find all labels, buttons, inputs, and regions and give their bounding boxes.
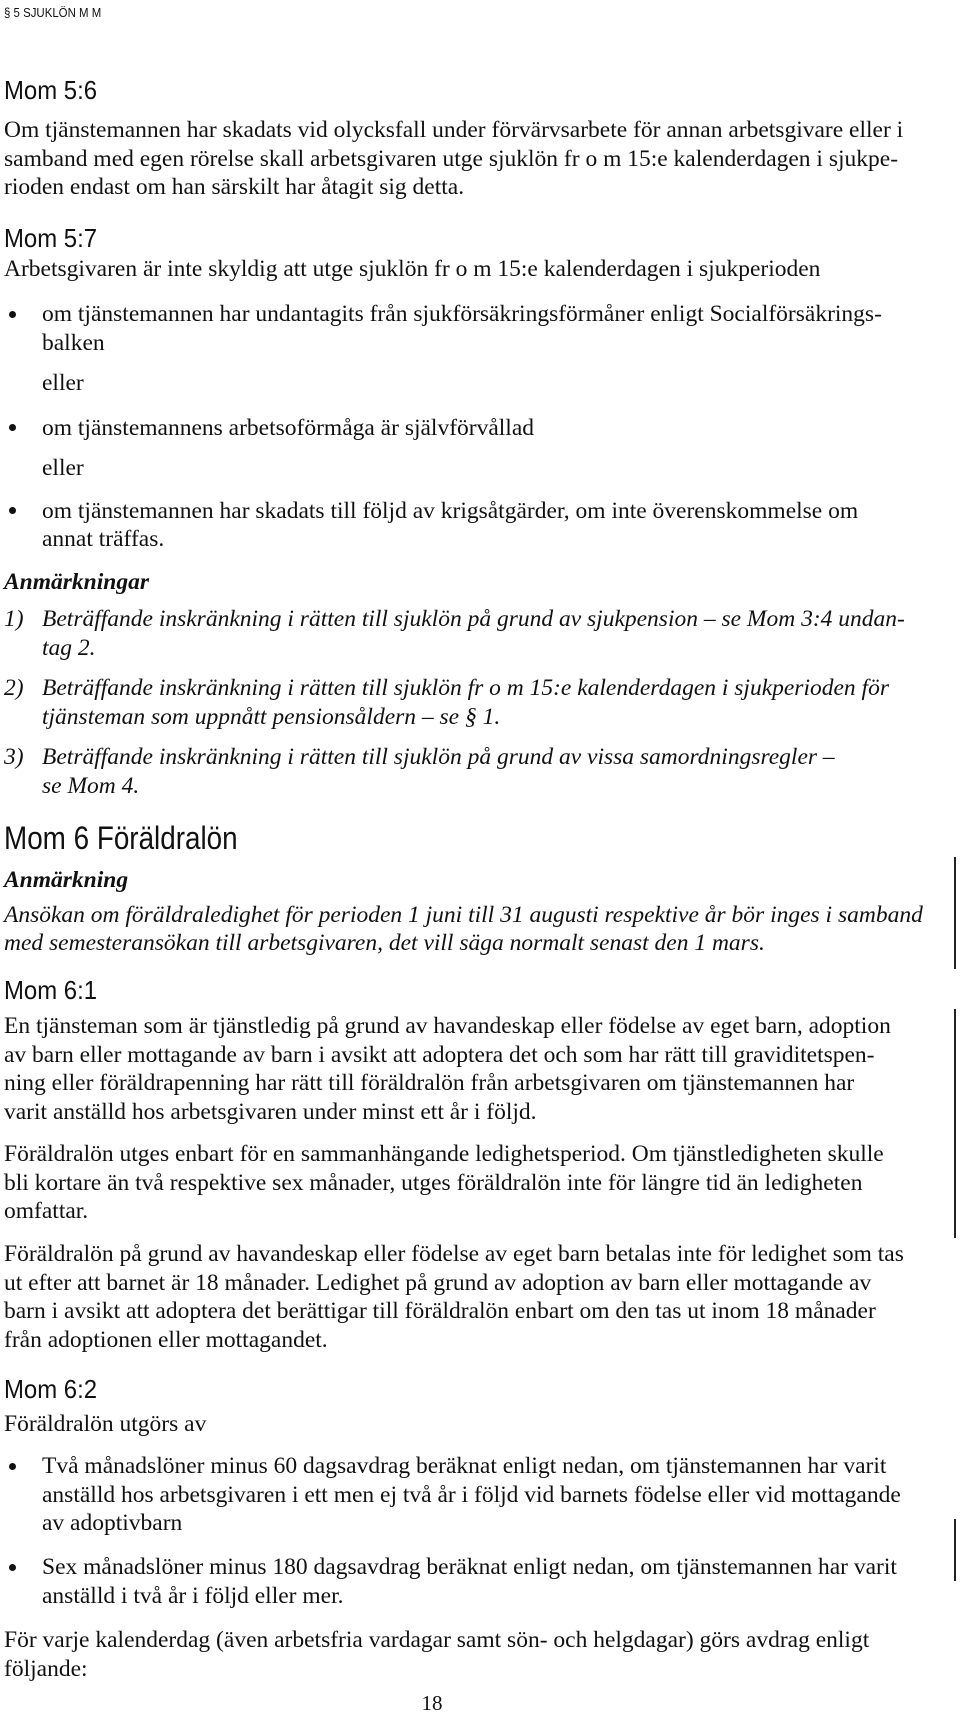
text-line: anställd i två år i följd eller mer. xyxy=(42,1582,344,1609)
note-number: 2) xyxy=(4,675,24,701)
text-line: rioden endast om han särskilt har åtagit sig detta. xyxy=(4,174,465,200)
text-line: Föräldralön utgörs av xyxy=(4,1411,207,1437)
heading-mom-6-2 xyxy=(4,1373,956,1405)
text-line: eller xyxy=(42,455,84,481)
note-item xyxy=(4,674,956,731)
text-line: av adoptivbarn xyxy=(42,1510,183,1536)
bullet-item xyxy=(4,300,956,357)
text-line: från adoptionen eller mottagandet. xyxy=(4,1326,328,1353)
heading-text: Mom 5:7 xyxy=(4,223,98,253)
text-line: Föräldralön på grund av havandeskap eller födelse av eget barn betalas inte för ledighet som tas xyxy=(4,1241,904,1267)
connector-text xyxy=(4,454,956,483)
text-line: tjänsteman som uppnått pensionsåldern – se § 1. xyxy=(42,703,501,730)
bullet-item xyxy=(4,1553,956,1610)
paragraph xyxy=(4,1240,956,1354)
heading-text: Mom 6:2 xyxy=(4,1374,98,1404)
revision-bar xyxy=(954,1519,956,1581)
bullet-icon xyxy=(9,507,16,514)
bullet-icon xyxy=(9,311,16,318)
text-line: För varje kalenderdag (även arbetsfria vardagar samt sön- och helgdagar) görs avdrag enligt xyxy=(4,1627,870,1653)
running-header-text: § 5 SJUKLÖN M M xyxy=(4,5,102,20)
paragraph xyxy=(4,1626,956,1683)
section-anmarkningar xyxy=(4,568,956,801)
note-number: 1) xyxy=(4,606,24,632)
text-line: ut efter att barnet är 18 månader. Ledighet på grund av adoption av barn eller mottagande av xyxy=(4,1269,872,1296)
heading-text: Mom 6:1 xyxy=(4,975,98,1005)
text-line: bli kortare än två respektive sex månader, utges föräldralön inte för längre tid än ledigheten xyxy=(4,1169,863,1196)
text-line: Beträffande inskränkning i rätten till sjuklön på grund av sjukpension – se Mom 3:4 undan- xyxy=(42,606,905,632)
text-line: Anmärkning xyxy=(4,867,129,893)
section-mom-5-7 xyxy=(4,222,956,554)
text-line: om tjänstemannen har skadats till följd av krigsåtgärder, om inte överenskommelse om xyxy=(42,497,859,524)
note-item xyxy=(4,743,956,800)
document-page xyxy=(4,0,956,1683)
text-line: om tjänstemannen har undantagits från sjukförsäkringsförmåner enligt Socialförsäkrings- xyxy=(42,301,882,327)
bullet-item xyxy=(4,1452,956,1538)
running-header xyxy=(4,5,956,21)
text-line: samband med egen rörelse skall arbetsgivaren utge sjuklön fr o m 15:e kalenderdagen i sjukpe- xyxy=(4,145,899,172)
text-line: En tjänsteman som är tjänstledig på grund av havandeskap eller födelse av eget barn, adoption xyxy=(4,1013,891,1039)
text-line: barn i avsikt att adoptera det berättigar till föräldralön enbart om den tas ut inom 18 månader xyxy=(4,1298,876,1324)
text-line: Två månadslöner minus 60 dagsavdrag beräknat enligt nedan, om tjänstemannen har varit xyxy=(42,1453,887,1479)
page-number: 18 xyxy=(421,1691,443,1715)
note-heading xyxy=(4,866,956,895)
text-line: balken xyxy=(42,329,105,356)
section-mom-6 xyxy=(4,820,956,958)
note-paragraph xyxy=(4,901,956,958)
revision-bar xyxy=(954,857,956,969)
bullet-icon xyxy=(9,1463,16,1470)
text-line: Anmärkningar xyxy=(4,568,149,595)
heading-mom-6 xyxy=(4,820,956,856)
bullet-icon xyxy=(9,424,16,431)
text-line: annat träffas. xyxy=(42,526,165,552)
heading-mom-5-6 xyxy=(4,74,956,106)
text-line: Sex månadslöner minus 180 dagsavdrag beräknat enligt nedan, om tjänstemannen har varit xyxy=(42,1554,897,1580)
text-line: Om tjänstemannen har skadats vid olycksfall under förvärvsarbete för annan arbetsgivare eller i xyxy=(4,117,904,143)
notes-heading xyxy=(4,568,956,597)
bullet-item xyxy=(4,414,956,443)
section-mom-6-2 xyxy=(4,1373,956,1683)
text-line: anställd hos arbetsgivaren i ett men ej två år i följd vid barnets födelse eller vid mottagande xyxy=(42,1481,901,1508)
text-line: Beträffande inskränkning i rätten till sjuklön fr o m 15:e kalenderdagen i sjukperioden för xyxy=(42,675,889,701)
section-mom-5-6 xyxy=(4,74,956,202)
note-number: 3) xyxy=(4,744,24,770)
heading-mom-6-1 xyxy=(4,974,956,1006)
text-line: med semesteransökan till arbetsgivaren, det vill säga normalt senast den 1 mars. xyxy=(4,930,765,956)
paragraph xyxy=(4,116,956,202)
section-mom-6-1 xyxy=(4,974,956,1354)
text-line: tag 2. xyxy=(42,634,96,661)
text-line: av barn eller mottagande av barn i avsikt att adoptera det och som har rätt till graviditetspen- xyxy=(4,1041,875,1068)
heading-mom-5-7 xyxy=(4,222,956,254)
text-line: omfattar. xyxy=(4,1198,89,1224)
paragraph xyxy=(4,1410,956,1439)
paragraph xyxy=(4,1012,956,1126)
text-line: Ansökan om föräldraledighet för perioden 1 juni till 31 augusti respektive år bör inges i samband xyxy=(4,901,923,928)
text-line: följande: xyxy=(4,1655,88,1682)
text-line: Beträffande inskränkning i rätten till sjuklön på grund av vissa samordningsregler – xyxy=(42,744,835,770)
heading-text: Mom 5:6 xyxy=(4,75,98,105)
text-line: Föräldralön utges enbart för en sammanhängande ledighetsperiod. Om tjänstledigheten skulle xyxy=(4,1141,884,1167)
text-line: ning eller föräldrapenning har rätt till föräldralön från arbetsgivaren om tjänstemannen har xyxy=(4,1070,855,1096)
text-line: Arbetsgivaren är inte skyldig att utge sjuklön fr o m 15:e kalenderdagen i sjukperioden xyxy=(4,256,821,282)
revision-bar xyxy=(954,1009,956,1238)
paragraph xyxy=(4,1140,956,1226)
heading-text: Mom 6 Föräldralön xyxy=(4,820,238,856)
text-line: om tjänstemannens arbetsoförmåga är självförvållad xyxy=(42,414,535,441)
text-line: se Mom 4. xyxy=(42,772,140,799)
text-line: eller xyxy=(42,370,84,396)
note-item xyxy=(4,605,956,662)
paragraph xyxy=(4,255,956,284)
bullet-icon xyxy=(9,1564,16,1571)
connector-text xyxy=(4,369,956,398)
bullet-item xyxy=(4,497,956,554)
text-line: varit anställd hos arbetsgivaren under minst ett år i följd. xyxy=(4,1098,537,1125)
